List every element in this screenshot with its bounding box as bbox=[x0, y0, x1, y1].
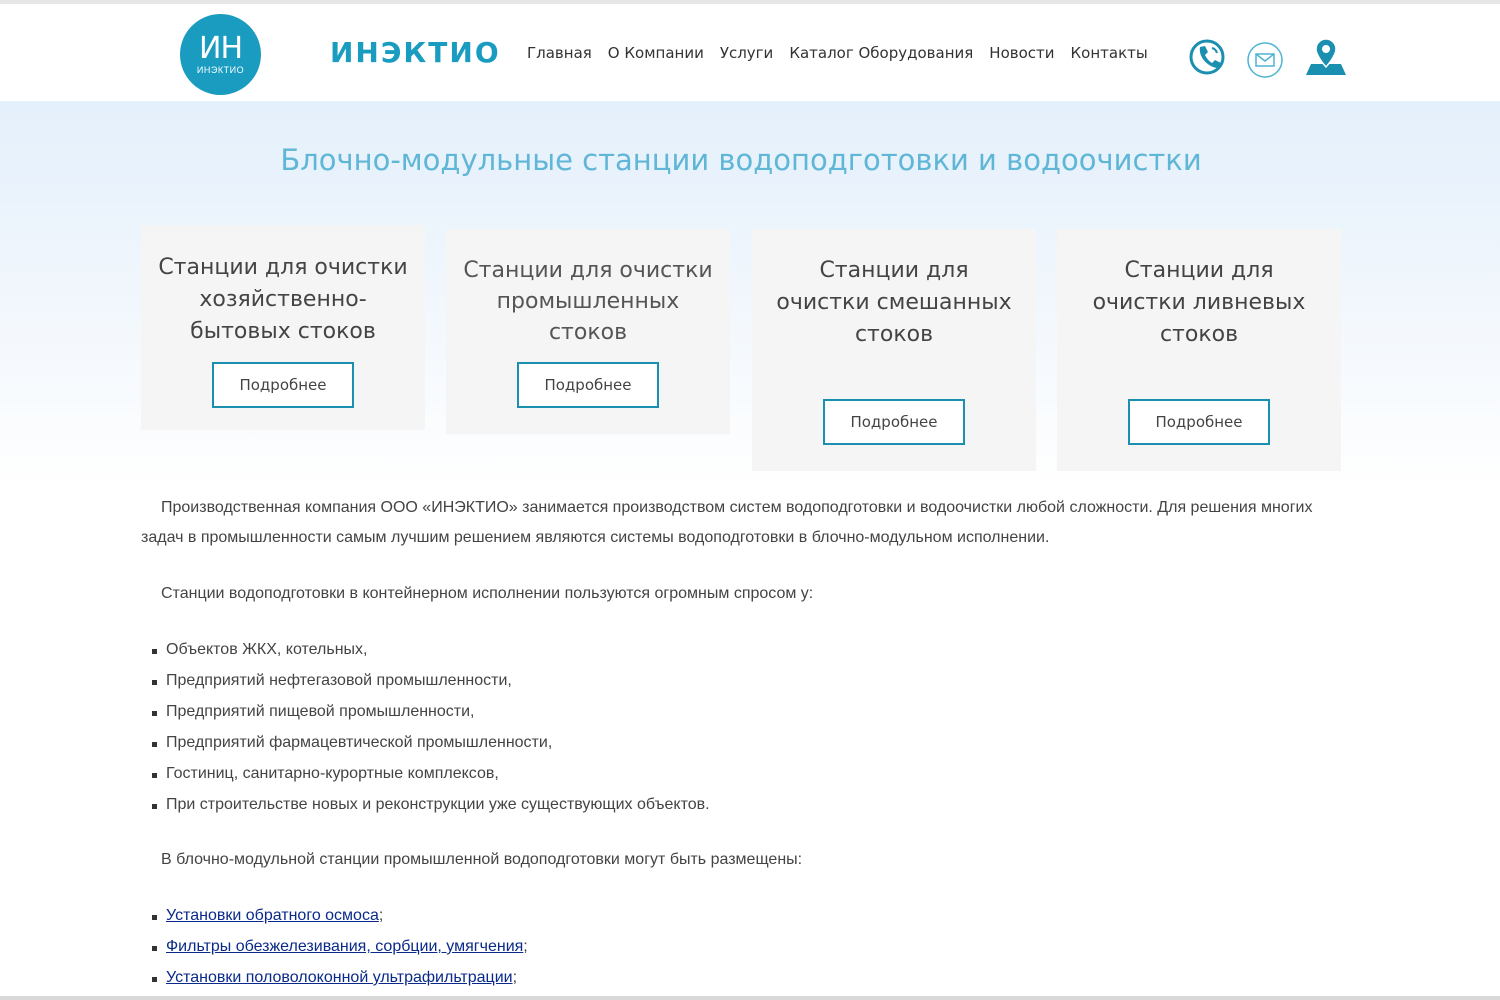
nav-item-home[interactable]: Главная bbox=[527, 44, 592, 62]
card-title-line: очистки смешанных bbox=[776, 290, 1012, 315]
link-suffix: ; bbox=[523, 938, 528, 955]
list-item: Предприятий пищевой промышленности, bbox=[150, 696, 710, 727]
nav-item-catalog[interactable]: Каталог Оборудования bbox=[789, 44, 974, 62]
card-title-line: стоков bbox=[548, 320, 628, 345]
link-ultrafiltration[interactable]: Установки половолоконной ультрафильтрации bbox=[166, 969, 513, 986]
list-item: При строительстве новых и реконструкции уже существующих объектов. bbox=[150, 789, 710, 820]
brand-name[interactable]: ИНЭКТИО bbox=[330, 36, 501, 69]
list-item: Гостиниц, санитарно-курортные комплексов, bbox=[150, 758, 710, 789]
nav-item-news[interactable]: Новости bbox=[989, 44, 1055, 62]
card-title-line: бытовых стоков bbox=[190, 319, 376, 344]
nav-item-services[interactable]: Услуги bbox=[719, 44, 774, 62]
bottom-border bbox=[0, 996, 1500, 1000]
service-card-household bbox=[141, 225, 425, 430]
card-title-line: стоков bbox=[1159, 322, 1239, 347]
card-title bbox=[1057, 255, 1341, 351]
logo[interactable] bbox=[180, 14, 261, 95]
mail-icon[interactable] bbox=[1246, 41, 1284, 84]
link-suffix: ; bbox=[512, 969, 518, 986]
link-filters[interactable]: Фильтры обезжелезивания, сорбции, умягчения bbox=[166, 938, 524, 955]
card-title bbox=[446, 255, 730, 348]
link-reverse-osmosis[interactable]: Установки обратного осмоса bbox=[166, 907, 379, 924]
details-button[interactable]: Подробнее bbox=[1128, 399, 1270, 445]
list-item bbox=[150, 900, 528, 931]
list-item bbox=[150, 962, 528, 993]
card-title bbox=[752, 255, 1036, 351]
logo-mark: ИН bbox=[199, 31, 242, 66]
link-suffix: ; bbox=[378, 907, 384, 924]
card-title bbox=[141, 252, 425, 348]
card-title-line: Станции для bbox=[819, 258, 969, 283]
map-pin-icon[interactable] bbox=[1305, 37, 1347, 82]
main-nav bbox=[527, 44, 1164, 62]
list-item: Предприятий нефтегазовой промышленности, bbox=[150, 665, 710, 696]
details-button[interactable]: Подробнее bbox=[517, 362, 659, 408]
card-title-line: промышленных bbox=[496, 289, 680, 314]
page-title: Блочно-модульные станции водоподготовки и водоочистки bbox=[280, 143, 1202, 177]
card-title-line: Станции для очистки bbox=[463, 258, 713, 283]
list-item bbox=[150, 931, 528, 962]
service-card-industrial bbox=[446, 229, 730, 434]
card-title-line: очистки ливневых bbox=[1092, 290, 1306, 315]
logo-caption: ИНЭКТИО bbox=[196, 65, 245, 75]
service-card-mixed bbox=[752, 229, 1036, 471]
card-title-line: Станции для bbox=[1124, 258, 1274, 283]
list-item: Объектов ЖКХ, котельных, bbox=[150, 634, 710, 665]
list-item: Предприятий фармацевтической промышленности, bbox=[150, 727, 710, 758]
placement-list bbox=[150, 900, 528, 993]
phone-icon[interactable] bbox=[1188, 37, 1226, 82]
nav-item-contacts[interactable]: Контакты bbox=[1070, 44, 1148, 62]
demand-heading: Станции водоподготовки в контейнерном исполнении пользуются огромным спросом у: bbox=[161, 585, 814, 602]
nav-item-about[interactable]: О Компании bbox=[607, 44, 704, 62]
card-title-line: хозяйственно- bbox=[199, 287, 367, 312]
intro-paragraph: Производственная компания ООО «ИНЭКТИО» занимается производством систем водоподготовки и водоочистки любой сложности. Для решения многих задач в промышленности самым лучшим решением являются системы водоподготовки в блочно-модульном исполнении. bbox=[141, 499, 1313, 546]
details-button[interactable]: Подробнее bbox=[212, 362, 354, 408]
placement-heading: В блочно-модульной станции промышленной водоподготовки могут быть размещены: bbox=[161, 851, 803, 868]
service-card-storm bbox=[1057, 229, 1341, 471]
site-header bbox=[0, 4, 1500, 101]
card-title-line: Станции для очистки bbox=[158, 255, 408, 280]
card-title-line: стоков bbox=[854, 322, 934, 347]
details-button[interactable]: Подробнее bbox=[823, 399, 965, 445]
demand-list bbox=[150, 634, 710, 820]
